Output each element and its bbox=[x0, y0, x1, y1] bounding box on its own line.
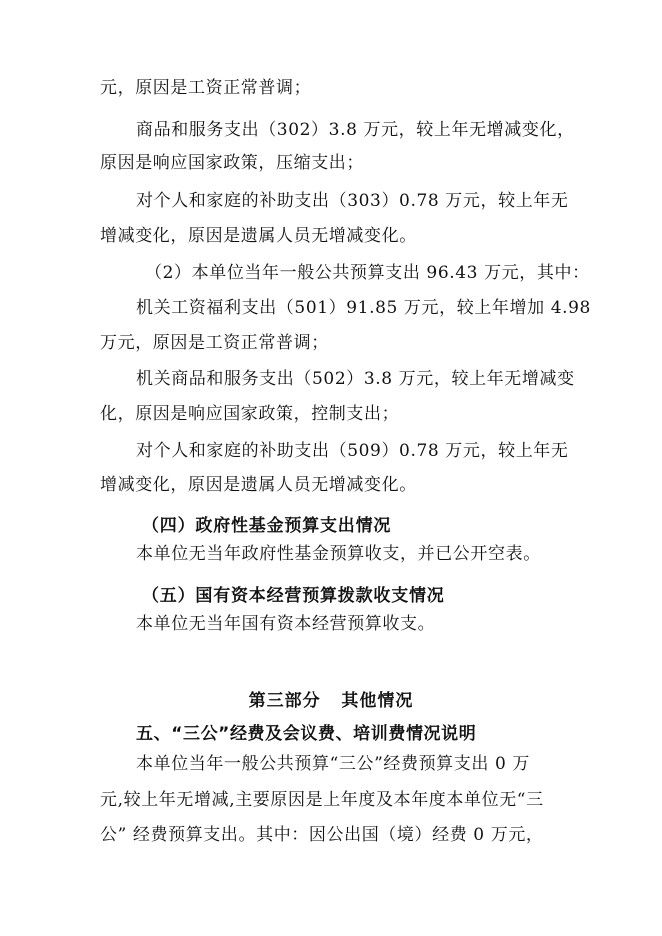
paragraph-line: 原因是响应国家政策，压缩支出； bbox=[100, 153, 364, 173]
paragraph-line: （2）本单位当年一般公共预算支出 96.43 万元，其中： bbox=[145, 263, 590, 283]
paragraph-line: 机关工资福利支出（501）91.85 万元，较上年增加 4.98 bbox=[136, 298, 591, 318]
paragraph-line: 商品和服务支出（302）3.8 万元，较上年无增减变化， bbox=[136, 120, 575, 140]
section-four-body: 本单位无当年政府性基金预算收支，并已公开空表。 bbox=[136, 544, 541, 564]
paragraph-line: 公” 经费预算支出。其中：因公出国（境）经费 0 万元， bbox=[100, 825, 544, 845]
paragraph-line: 元，原因是工资正常普调； bbox=[100, 78, 312, 98]
paragraph-line: 本单位当年一般公共预算“三公”经费预算支出 0 万 bbox=[136, 754, 531, 774]
paragraph-line: 增减变化，原因是遗属人员无增减变化。 bbox=[100, 226, 417, 246]
section-five-heading: （五）国有资本经营预算拨款收支情况 bbox=[142, 586, 445, 606]
paragraph-line: 机关商品和服务支出（502）3.8 万元，较上年无增减变 bbox=[136, 369, 575, 389]
paragraph-line: 对个人和家庭的补助支出（509）0.78 万元，较上年无 bbox=[136, 441, 569, 461]
paragraph-line: 增减变化，原因是遗属人员无增减变化。 bbox=[100, 475, 417, 495]
section-four-heading: （四）政府性基金预算支出情况 bbox=[142, 516, 392, 536]
part-three-title: 第三部分 其他情况 bbox=[248, 691, 414, 711]
paragraph-line: 化，原因是响应国家政策，控制支出； bbox=[100, 404, 400, 424]
paragraph-line: 元,较上年无增减,主要原因是上年度及本年度本单位无“三 bbox=[100, 790, 544, 810]
section-five-body: 本单位无当年国有资本经营预算收支。 bbox=[136, 614, 436, 634]
paragraph-line: 万元，原因是工资正常普调； bbox=[100, 333, 329, 353]
part-three-subheading: 五、“三公”经费及会议费、培训费情况说明 bbox=[136, 724, 477, 744]
paragraph-line: 对个人和家庭的补助支出（303）0.78 万元，较上年无 bbox=[136, 191, 569, 211]
